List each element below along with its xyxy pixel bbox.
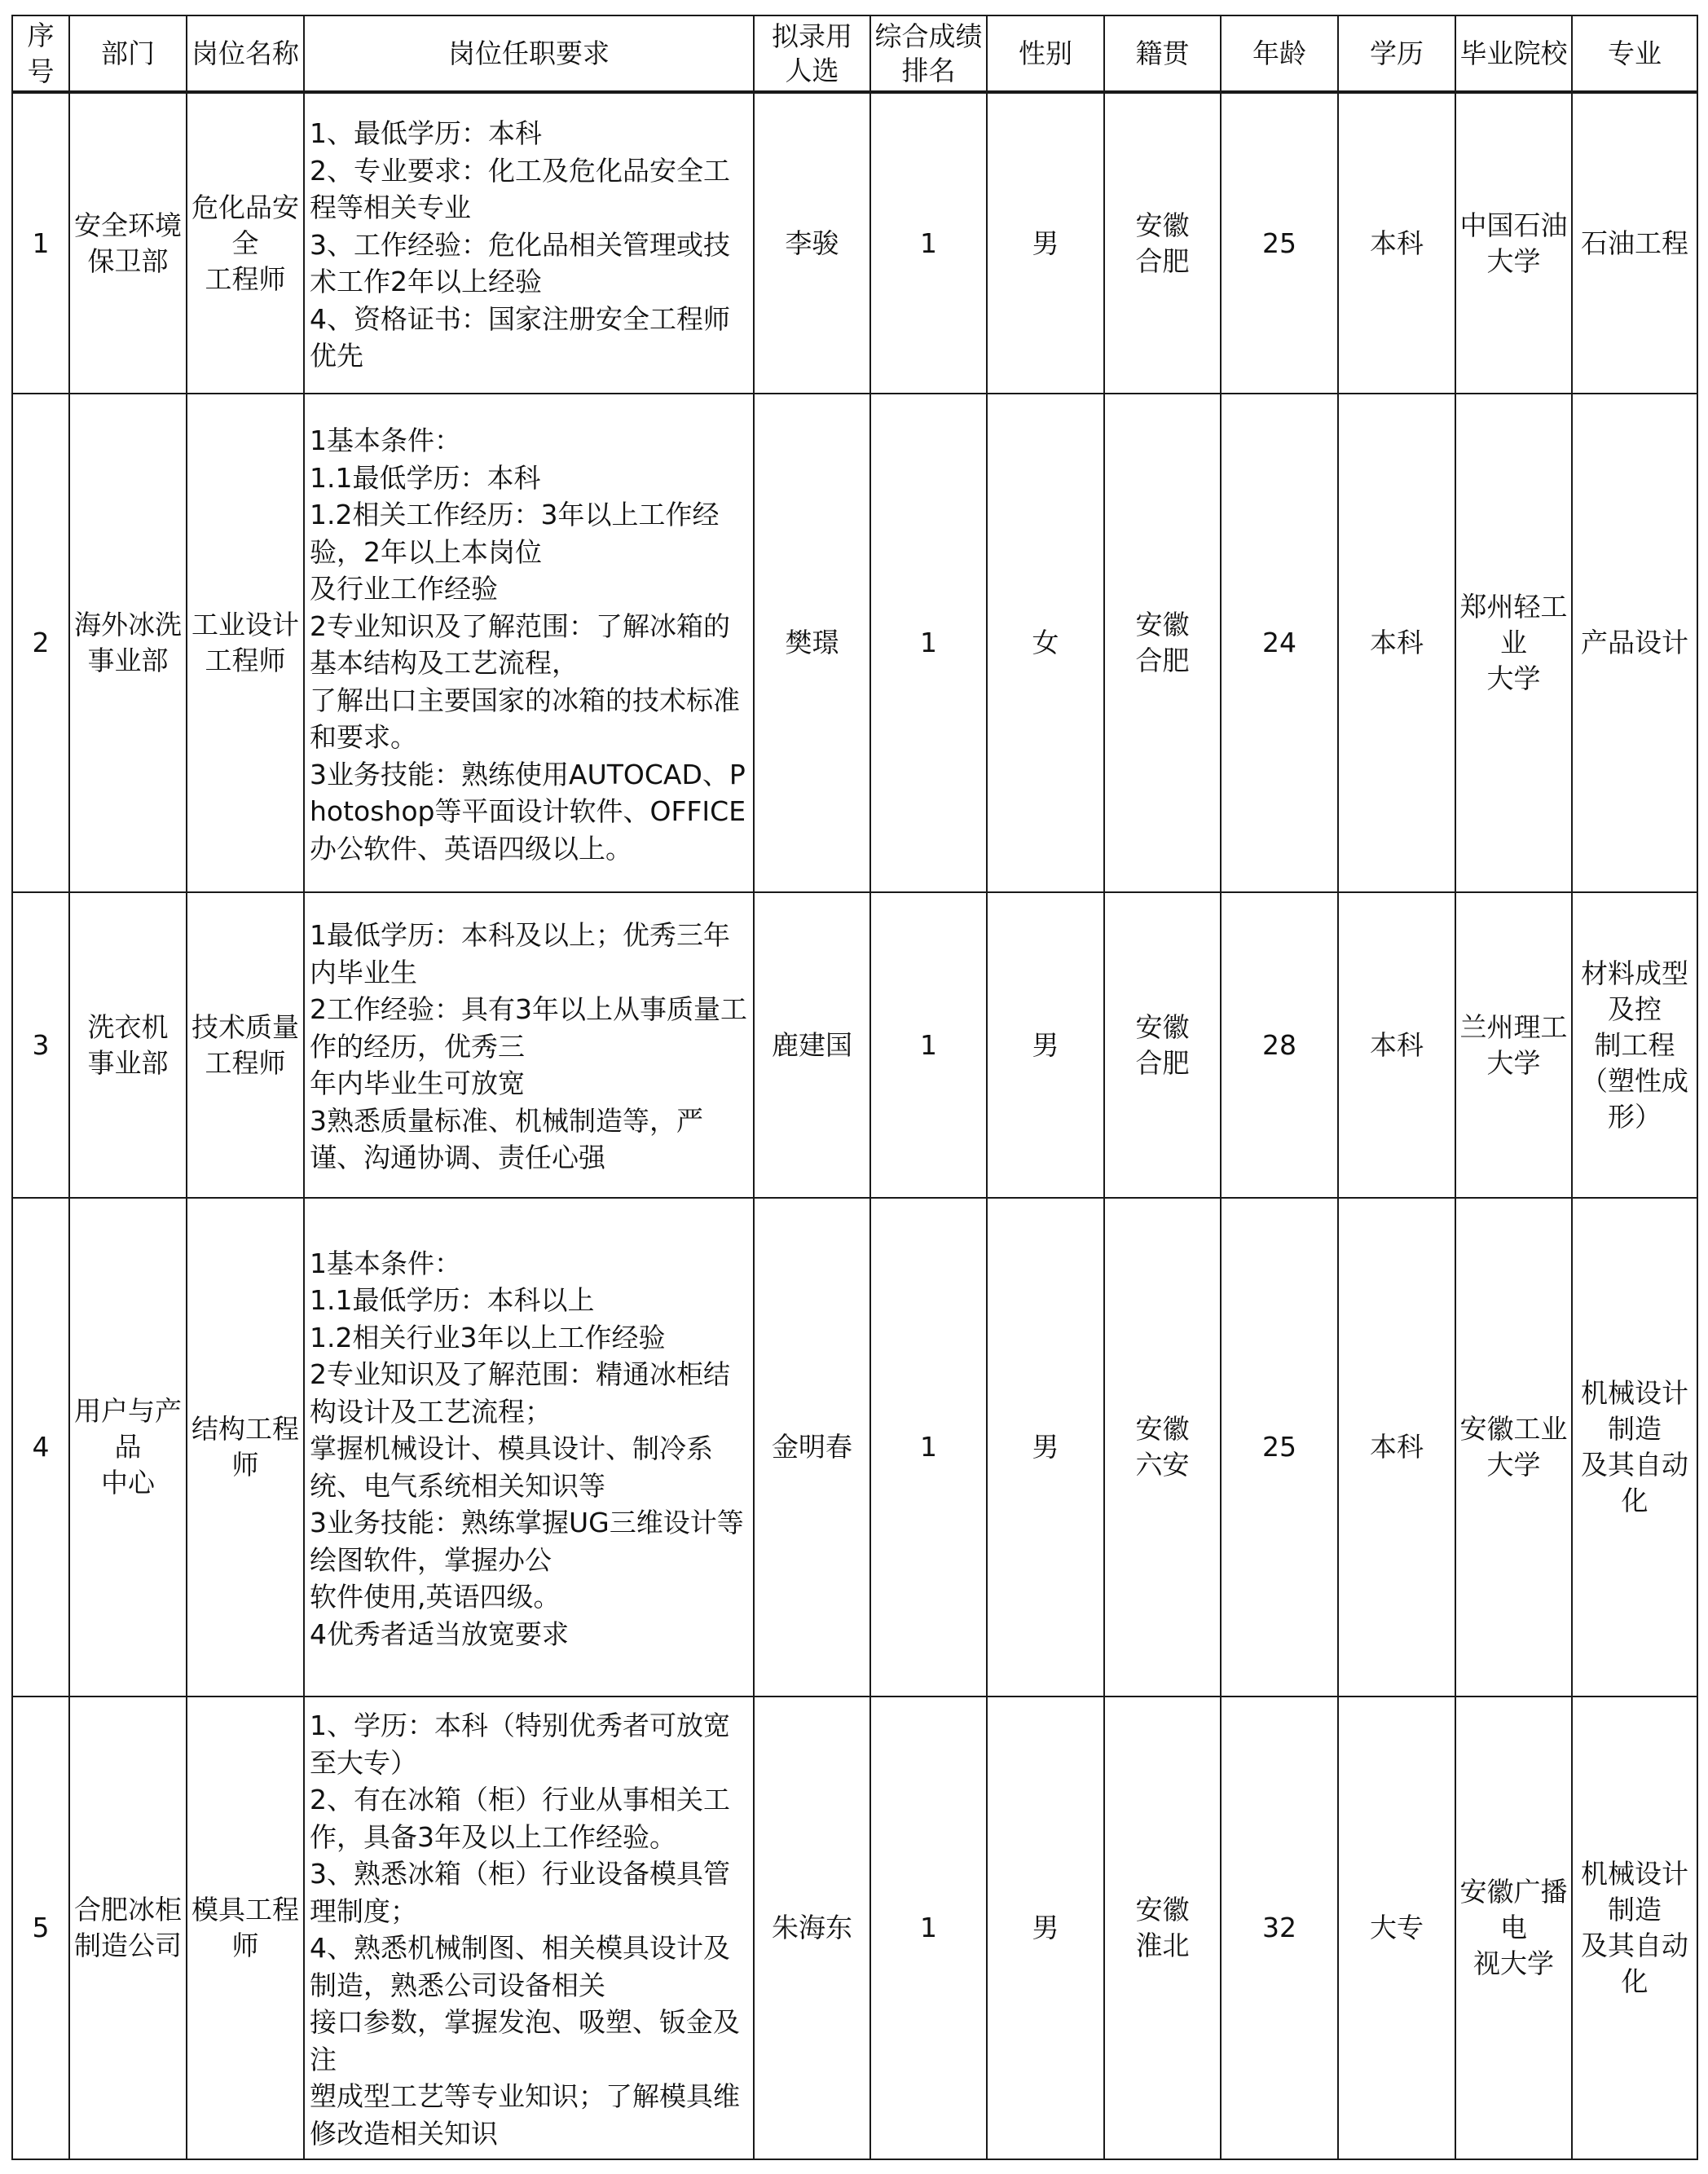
cell-requirements: 1最低学历：本科及以上；优秀三年内毕业生 2工作经验：具有3年以上从事质量工作的经历，优秀三 年内毕业生可放宽 3熟悉质量标准、机械制造等，严谨、沟通协调、责任心强 xyxy=(304,892,754,1198)
cell-dept: 用户与产 品 中心 xyxy=(69,1198,187,1697)
cell-post: 工业设计 工程师 xyxy=(187,394,304,892)
cell-origin: 安徽 六安 xyxy=(1104,1198,1221,1697)
cell-seq: 3 xyxy=(12,892,69,1198)
cell-seq: 5 xyxy=(12,1697,69,2159)
cell-major: 材料成型 及控 制工程 （塑性成 形） xyxy=(1572,892,1697,1198)
cell-requirements: 1基本条件： 1.1最低学历：本科以上 1.2相关行业3年以上工作经验 2专业知识及了解范围：精通冰柜结构设计及工艺流程； 掌握机械设计、模具设计、制冷系统、电气系统相关知识等 3业务技能：熟练掌握UG三维设计等绘图软件，掌握办公 软件使用,英语四级。 4优秀者适当放宽要求 xyxy=(304,1198,754,1697)
table-row xyxy=(12,1697,1697,2159)
cell-gender: 男 xyxy=(987,892,1104,1198)
cell-rank: 1 xyxy=(870,92,987,394)
cell-dept: 合肥冰柜 制造公司 xyxy=(69,1697,187,2159)
cell-gender: 男 xyxy=(987,92,1104,394)
cell-school: 安徽广播 电 视大学 xyxy=(1455,1697,1572,2159)
cell-education: 本科 xyxy=(1338,394,1455,892)
cell-education: 本科 xyxy=(1338,92,1455,394)
cell-seq: 2 xyxy=(12,394,69,892)
header-post: 岗位名称 xyxy=(187,15,304,92)
cell-rank: 1 xyxy=(870,892,987,1198)
header-school: 毕业院校 xyxy=(1455,15,1572,92)
cell-rank: 1 xyxy=(870,1198,987,1697)
cell-dept: 海外冰洗 事业部 xyxy=(69,394,187,892)
cell-major: 机械设计 制造 及其自动 化 xyxy=(1572,1198,1697,1697)
cell-candidate: 李骏 xyxy=(754,92,870,394)
cell-age: 32 xyxy=(1221,1697,1338,2159)
table-row xyxy=(12,394,1697,892)
header-dept: 部门 xyxy=(69,15,187,92)
header-age: 年龄 xyxy=(1221,15,1338,92)
cell-age: 24 xyxy=(1221,394,1338,892)
header-requirements: 岗位任职要求 xyxy=(304,15,754,92)
cell-major: 石油工程 xyxy=(1572,92,1697,394)
header-seq: 序号 xyxy=(12,15,69,92)
cell-origin: 安徽 合肥 xyxy=(1104,394,1221,892)
cell-post: 结构工程 师 xyxy=(187,1198,304,1697)
cell-school: 兰州理工 大学 xyxy=(1455,892,1572,1198)
cell-rank: 1 xyxy=(870,394,987,892)
cell-origin: 安徽 淮北 xyxy=(1104,1697,1221,2159)
recruitment-table xyxy=(11,15,1698,2160)
header-education: 学历 xyxy=(1338,15,1455,92)
cell-candidate: 鹿建国 xyxy=(754,892,870,1198)
cell-major: 产品设计 xyxy=(1572,394,1697,892)
table-row xyxy=(12,1198,1697,1697)
header-major: 专业 xyxy=(1572,15,1697,92)
cell-seq: 4 xyxy=(12,1198,69,1697)
cell-candidate: 朱海东 xyxy=(754,1697,870,2159)
cell-seq: 1 xyxy=(12,92,69,394)
cell-dept: 洗衣机 事业部 xyxy=(69,892,187,1198)
cell-education: 本科 xyxy=(1338,892,1455,1198)
cell-education: 本科 xyxy=(1338,1198,1455,1697)
table-row xyxy=(12,92,1697,394)
header-gender: 性别 xyxy=(987,15,1104,92)
cell-post: 模具工程 师 xyxy=(187,1697,304,2159)
cell-school: 郑州轻工 业 大学 xyxy=(1455,394,1572,892)
cell-age: 25 xyxy=(1221,92,1338,394)
cell-post: 危化品安 全 工程师 xyxy=(187,92,304,394)
cell-origin: 安徽 合肥 xyxy=(1104,92,1221,394)
cell-requirements: 1、最低学历：本科 2、专业要求：化工及危化品安全工程等相关专业 3、工作经验：危化品相关管理或技术工作2年以上经验 4、资格证书：国家注册安全工程师优先 xyxy=(304,92,754,394)
cell-requirements: 1、学历：本科（特别优秀者可放宽至大专） 2、有在冰箱（柜）行业从事相关工作，具备3年及以上工作经验。 3、熟悉冰箱（柜）行业设备模具管理制度； 4、熟悉机械制图、相关模具设计及制造，熟悉公司设备相关 接口参数，掌握发泡、吸塑、钣金及注 塑成型工艺等专业知识；了解模具维修改造相关知识 xyxy=(304,1697,754,2159)
cell-post: 技术质量 工程师 xyxy=(187,892,304,1198)
cell-school: 安徽工业 大学 xyxy=(1455,1198,1572,1697)
cell-rank: 1 xyxy=(870,1697,987,2159)
cell-candidate: 樊璟 xyxy=(754,394,870,892)
cell-candidate: 金明春 xyxy=(754,1198,870,1697)
cell-requirements: 1基本条件： 1.1最低学历：本科 1.2相关工作经历：3年以上工作经验，2年以上本岗位 及行业工作经验 2专业知识及了解范围：了解冰箱的基本结构及工艺流程， 了解出口主要国家的冰箱的技术标准和要求。 3业务技能：熟练使用AUTOCAD、Photoshop等平面设计软件、OFFICE办公软件、英语四级以上。 xyxy=(304,394,754,892)
header-candidate: 拟录用 人选 xyxy=(754,15,870,92)
cell-education: 大专 xyxy=(1338,1697,1455,2159)
header-rank: 综合成绩 排名 xyxy=(870,15,987,92)
cell-gender: 男 xyxy=(987,1697,1104,2159)
cell-age: 28 xyxy=(1221,892,1338,1198)
cell-age: 25 xyxy=(1221,1198,1338,1697)
table-row xyxy=(12,892,1697,1198)
cell-school: 中国石油 大学 xyxy=(1455,92,1572,394)
cell-major: 机械设计 制造 及其自动 化 xyxy=(1572,1697,1697,2159)
cell-gender: 女 xyxy=(987,394,1104,892)
header-row xyxy=(12,15,1697,92)
cell-dept: 安全环境 保卫部 xyxy=(69,92,187,394)
cell-gender: 男 xyxy=(987,1198,1104,1697)
header-origin: 籍贯 xyxy=(1104,15,1221,92)
cell-origin: 安徽 合肥 xyxy=(1104,892,1221,1198)
